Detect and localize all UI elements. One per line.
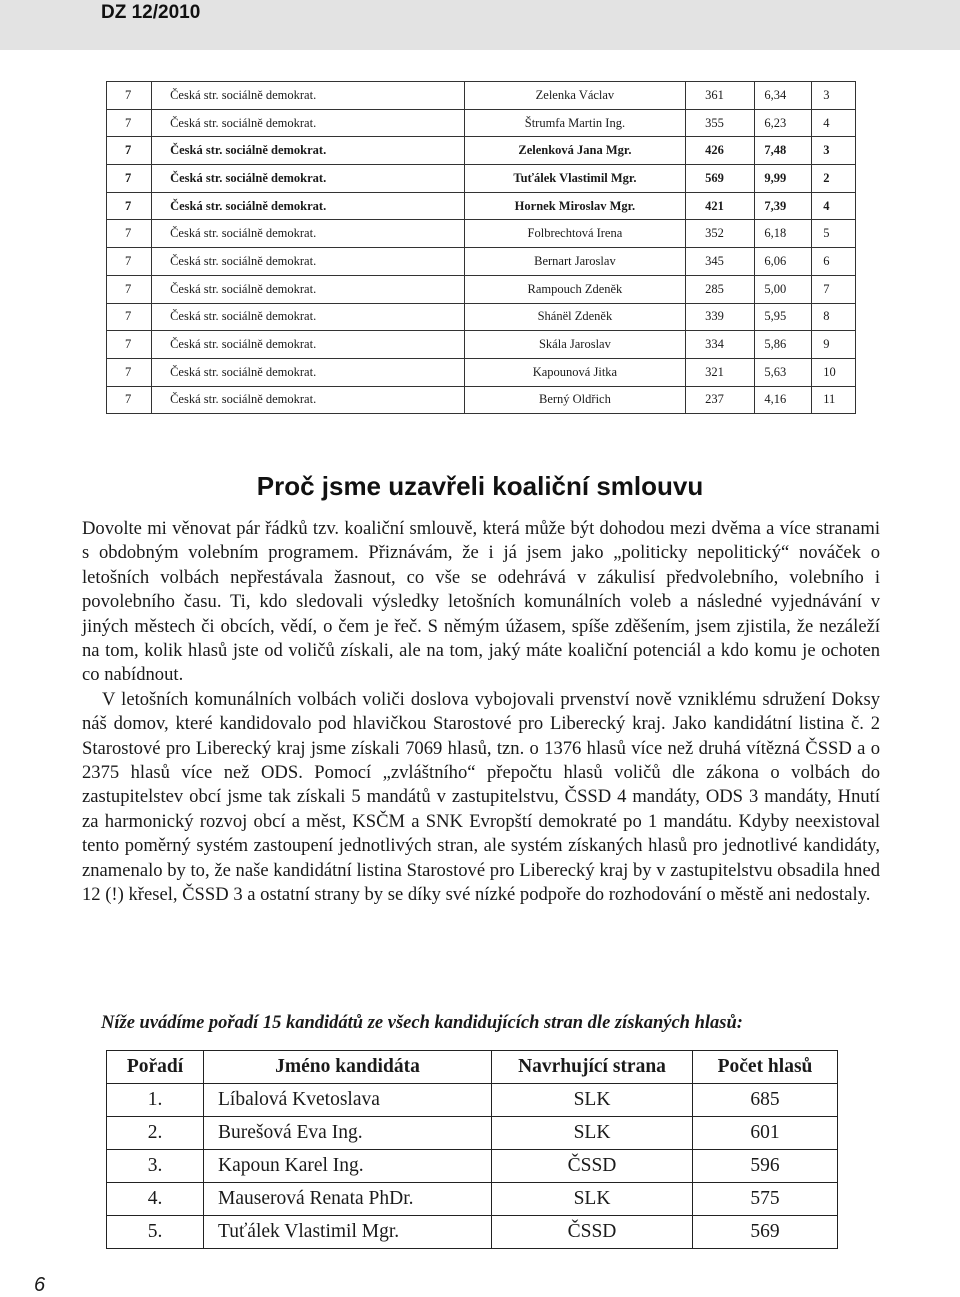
table-row: [107, 386, 856, 414]
table-intro: Níže uvádíme pořadí 15 kandidátů ze všech kandidujících stran dle získaných hlasů:: [101, 1013, 743, 1033]
cell-candidate: Shánël Zdeněk: [464, 303, 686, 331]
top-candidates-table: [106, 1050, 838, 1249]
cell-candidate: Zelenka Václav: [464, 82, 686, 110]
cell-candidate: Folbrechtová Irena: [464, 220, 686, 248]
cell-order: 6: [812, 248, 856, 276]
cell-rank: 5.: [107, 1216, 204, 1249]
table-header-row: [107, 1051, 838, 1084]
cell-candidate: Tuťálek Vlastimil Mgr.: [464, 165, 686, 193]
cell-votes: 569: [686, 165, 755, 193]
cell-party: SLK: [492, 1183, 693, 1216]
cell-candidate: Bernart Jaroslav: [464, 248, 686, 276]
cell-party: Česká str. sociálně demokrat.: [152, 82, 465, 110]
cell-party: Česká str. sociálně demokrat.: [152, 109, 465, 137]
cell-votes: 596: [693, 1150, 838, 1183]
cell-order: 5: [812, 220, 856, 248]
cell-rank: 1.: [107, 1084, 204, 1117]
cell-candidate: Rampouch Zdeněk: [464, 275, 686, 303]
cell-candidate: Skála Jaroslav: [464, 331, 686, 359]
article-body: [82, 517, 880, 908]
table-row: [107, 165, 856, 193]
table-row: [107, 192, 856, 220]
cell-name: Kapoun Karel Ing.: [204, 1150, 492, 1183]
cell-party: Česká str. sociálně demokrat.: [152, 303, 465, 331]
cell-list: 7: [107, 386, 152, 414]
cell-party: ČSSD: [492, 1216, 693, 1249]
cell-order: 10: [812, 358, 856, 386]
cell-order: 3: [812, 82, 856, 110]
cell-votes: 685: [693, 1084, 838, 1117]
cell-order: 4: [812, 192, 856, 220]
cell-party: SLK: [492, 1117, 693, 1150]
table-row: [107, 1117, 838, 1150]
cell-list: 7: [107, 275, 152, 303]
cell-votes: 421: [686, 192, 755, 220]
cell-candidate: Berný Oldřich: [464, 386, 686, 414]
cell-rank: 3.: [107, 1150, 204, 1183]
cell-votes: 601: [693, 1117, 838, 1150]
issue-title: DZ 12/2010: [101, 2, 201, 23]
cell-order: 2: [812, 165, 856, 193]
cell-list: 7: [107, 220, 152, 248]
cell-party: Česká str. sociálně demokrat.: [152, 331, 465, 359]
cell-name: Tuťálek Vlastimil Mgr.: [204, 1216, 492, 1249]
table-row: [107, 1150, 838, 1183]
column-header: Pořadí: [107, 1051, 204, 1084]
table-row: [107, 275, 856, 303]
cell-percent: 6,18: [755, 220, 812, 248]
cell-list: 7: [107, 192, 152, 220]
cell-list: 7: [107, 358, 152, 386]
cell-list: 7: [107, 331, 152, 359]
cell-party: Česká str. sociálně demokrat.: [152, 386, 465, 414]
results-table: [106, 81, 856, 414]
table-row: [107, 1216, 838, 1249]
cell-name: Burešová Eva Ing.: [204, 1117, 492, 1150]
table-row: [107, 303, 856, 331]
column-header: Počet hlasů: [693, 1051, 838, 1084]
cell-percent: 9,99: [755, 165, 812, 193]
cell-party: SLK: [492, 1084, 693, 1117]
cell-votes: 575: [693, 1183, 838, 1216]
page-number: 6: [34, 1274, 46, 1296]
cell-name: Mauserová Renata PhDr.: [204, 1183, 492, 1216]
cell-percent: 4,16: [755, 386, 812, 414]
cell-percent: 5,95: [755, 303, 812, 331]
table-row: [107, 1183, 838, 1216]
cell-list: 7: [107, 137, 152, 165]
cell-votes: 237: [686, 386, 755, 414]
cell-party: Česká str. sociálně demokrat.: [152, 220, 465, 248]
cell-list: 7: [107, 248, 152, 276]
cell-party: Česká str. sociálně demokrat.: [152, 248, 465, 276]
cell-percent: 7,48: [755, 137, 812, 165]
table-row: [107, 137, 856, 165]
cell-votes: 361: [686, 82, 755, 110]
cell-rank: 2.: [107, 1117, 204, 1150]
cell-rank: 4.: [107, 1183, 204, 1216]
cell-party: Česká str. sociálně demokrat.: [152, 358, 465, 386]
cell-list: 7: [107, 165, 152, 193]
cell-order: 11: [812, 386, 856, 414]
cell-votes: 426: [686, 137, 755, 165]
cell-order: 8: [812, 303, 856, 331]
table-row: [107, 1084, 838, 1117]
cell-percent: 5,00: [755, 275, 812, 303]
cell-percent: 5,63: [755, 358, 812, 386]
cell-candidate: Zelenková Jana Mgr.: [464, 137, 686, 165]
cell-candidate: Kapounová Jitka: [464, 358, 686, 386]
column-header: Jméno kandidáta: [204, 1051, 492, 1084]
cell-votes: 345: [686, 248, 755, 276]
cell-party: Česká str. sociálně demokrat.: [152, 275, 465, 303]
table-row: [107, 248, 856, 276]
cell-votes: 321: [686, 358, 755, 386]
cell-percent: 6,23: [755, 109, 812, 137]
cell-percent: 7,39: [755, 192, 812, 220]
table-row: [107, 220, 856, 248]
header-band: [0, 0, 960, 50]
cell-list: 7: [107, 303, 152, 331]
cell-candidate: Hornek Miroslav Mgr.: [464, 192, 686, 220]
cell-votes: 285: [686, 275, 755, 303]
cell-party: ČSSD: [492, 1150, 693, 1183]
article-title: Proč jsme uzavřeli koaliční smlouvu: [256, 471, 704, 501]
cell-order: 3: [812, 137, 856, 165]
cell-percent: 6,06: [755, 248, 812, 276]
cell-votes: 334: [686, 331, 755, 359]
cell-votes: 569: [693, 1216, 838, 1249]
cell-order: 4: [812, 109, 856, 137]
cell-percent: 6,34: [755, 82, 812, 110]
article-paragraph: V letošních komunálních volbách voliči doslova vybojovali prvenství nově vzniklému sdružení Doksy náš domov, které kandidovalo pod hlavičkou Starostové pro Liberecký kraj. Jako kandidátní listina č. 2 Starostové pro Liberecký kraj jsme získali 7069 hlasů, tzn. o 1376 hlasů více než druhá vítězná ČSSD a o 2375 hlasů více než ODS. Pomocí „zvláštního“ přepočtu hlasů voličů dle zákona o volbách do zastupitelstev obcí jsme tak získali 5 mandátů v zastupitelstvu, ČSSD 4 mandáty, ODS 3 mandáty, Hnutí za harmonický rozvoj obcí a měst, KSČM a SNK Evropští demokraté po 1 mandátu. Kdyby neexistoval tento poměrný systém zastoupení jednotlivých stran, ale systém získaných hlasů pro jednotlivé kandidáty, znamenalo by to, že naše kandidátní listina Starostové pro Liberecký kraj by v zastupitelstvu obsadila hned 12 (!) křesel, ČSSD 3 a ostatní strany by se díky své nízké podpoře do rozhodování o městě ani nedostaly.: [82, 688, 880, 906]
cell-votes: 352: [686, 220, 755, 248]
cell-percent: 5,86: [755, 331, 812, 359]
cell-name: Líbalová Kvetoslava: [204, 1084, 492, 1117]
table-row: [107, 358, 856, 386]
cell-candidate: Štrumfa Martin Ing.: [464, 109, 686, 137]
cell-list: 7: [107, 82, 152, 110]
table-row: [107, 82, 856, 110]
cell-votes: 355: [686, 109, 755, 137]
cell-list: 7: [107, 109, 152, 137]
column-header: Navrhující strana: [492, 1051, 693, 1084]
cell-party: Česká str. sociálně demokrat.: [152, 192, 465, 220]
table-row: [107, 331, 856, 359]
cell-order: 7: [812, 275, 856, 303]
article-paragraph: Dovolte mi věnovat pár řádků tzv. koaliční smlouvě, která může být dohodou mezi dvěma a více stranami s obdobným volebním programem. Přiznávám, že i já jsem jako „politicky nepolitický“ nováček o letošních volbách nepřestávala žasnout, co vše se odehrává v zákulisí předvolebního, volebního i povolebního času. Ti, kdo sledovali výsledky letošních komunálních voleb a následné vyjednávání v jiných městech či obcích, vědí, o čem je řeč. S němým úžasem, spíše zděšením, jsem zjistila, že nezáleží na tom, kolik hlasů jste od voličů získali, ale na tom, jaký máte koaliční potenciál a kdo komu je ochoten co nabídnout.: [82, 518, 880, 686]
cell-party: Česká str. sociálně demokrat.: [152, 165, 465, 193]
table-row: [107, 109, 856, 137]
cell-votes: 339: [686, 303, 755, 331]
cell-order: 9: [812, 331, 856, 359]
cell-party: Česká str. sociálně demokrat.: [152, 137, 465, 165]
